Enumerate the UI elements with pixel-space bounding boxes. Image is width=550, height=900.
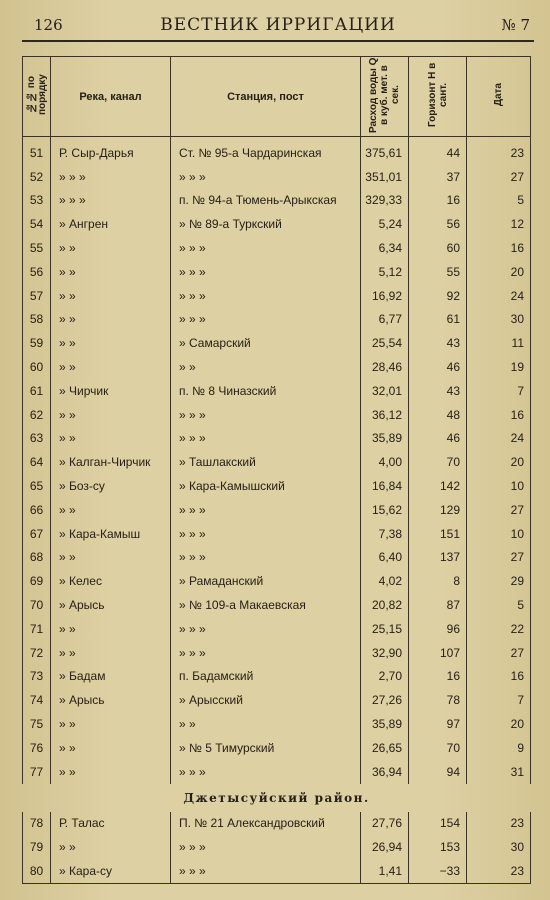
discharge-cell: 4,02 [361,569,409,593]
row-number: 70 [23,593,51,617]
date-cell: 16 [467,403,531,427]
level-cell: 43 [409,331,467,355]
station-cell: п. № 8 Чиназский [171,379,361,403]
discharge-cell: 329,33 [361,189,409,213]
level-cell: 16 [409,665,467,689]
level-cell: 87 [409,593,467,617]
table-row [23,522,531,546]
date-cell: 5 [467,593,531,617]
station-cell: » № 89-а Туркский [171,212,361,236]
date-cell: 12 [467,212,531,236]
discharge-cell: 25,54 [361,331,409,355]
table-header-row [23,57,531,137]
date-cell: 20 [467,260,531,284]
station-cell: » » » [171,403,361,427]
discharge-cell: 26,65 [361,736,409,760]
station-cell: п. № 94-а Тюмень-Арыкская [171,189,361,213]
region-heading: Джетысуйский район. [183,790,370,805]
river-cell: » Ангрен [51,212,171,236]
river-cell: » » [51,760,171,784]
river-cell: » » [51,260,171,284]
date-cell: 23 [467,137,531,165]
discharge-cell: 27,76 [361,812,409,836]
level-cell: 94 [409,760,467,784]
issue-number: № 7 [501,16,530,34]
river-cell: » » » [51,165,171,189]
row-number: 75 [23,712,51,736]
table-row [23,712,531,736]
discharge-cell: 2,70 [361,665,409,689]
discharge-cell: 6,77 [361,308,409,332]
discharge-cell: 35,89 [361,427,409,451]
level-cell: 96 [409,617,467,641]
station-cell: п. Бадамский [171,665,361,689]
row-number: 77 [23,760,51,784]
level-cell: 16 [409,189,467,213]
level-cell: 153 [409,835,467,859]
river-cell: » Арысь [51,593,171,617]
row-number: 68 [23,546,51,570]
river-cell: » Кара-Камыш [51,522,171,546]
station-cell: » Рамаданский [171,569,361,593]
level-cell: 48 [409,403,467,427]
row-number: 62 [23,403,51,427]
level-cell: 61 [409,308,467,332]
row-number: 52 [23,165,51,189]
col-header-discharge: Расход воды Q в куб. мет. в сек. [361,57,409,137]
table-row [23,688,531,712]
river-cell: » Боз-су [51,474,171,498]
date-cell: 11 [467,331,531,355]
date-cell: 5 [467,189,531,213]
row-number: 59 [23,331,51,355]
table-row [23,641,531,665]
river-cell: » » [51,427,171,451]
station-cell: » » » [171,236,361,260]
row-number: 51 [23,137,51,165]
discharge-cell: 25,15 [361,617,409,641]
river-cell: » » [51,712,171,736]
discharge-cell: 16,92 [361,284,409,308]
station-cell: » Арысский [171,688,361,712]
table-row [23,284,531,308]
table-row [23,331,531,355]
station-cell: П. № 21 Александровский [171,812,361,836]
table-row [23,212,531,236]
table-row [23,137,531,165]
table-row [23,665,531,689]
col-header-date: Дата [467,57,531,137]
level-cell: 129 [409,498,467,522]
level-cell: 70 [409,736,467,760]
discharge-cell: 32,90 [361,641,409,665]
row-number: 64 [23,450,51,474]
discharge-cell: 36,94 [361,760,409,784]
discharge-cell: 375,61 [361,137,409,165]
level-cell: 107 [409,641,467,665]
row-number: 61 [23,379,51,403]
hydrology-table [22,56,531,884]
region-heading-row [23,784,531,812]
col-header-river: Река, канал [51,57,171,137]
date-cell: 24 [467,284,531,308]
station-cell: » № 109-а Макаевская [171,593,361,617]
date-cell: 23 [467,812,531,836]
col-header-num: №№ по порядку [23,57,51,137]
date-cell: 7 [467,379,531,403]
date-cell: 27 [467,641,531,665]
discharge-cell: 15,62 [361,498,409,522]
level-cell: 56 [409,212,467,236]
river-cell: » » [51,617,171,641]
row-number: 53 [23,189,51,213]
table-row [23,236,531,260]
date-cell: 29 [467,569,531,593]
table-row [23,498,531,522]
level-cell: 8 [409,569,467,593]
table-row [23,835,531,859]
table-row [23,450,531,474]
river-cell: » » [51,284,171,308]
station-cell: » » [171,712,361,736]
discharge-cell: 28,46 [361,355,409,379]
row-number: 73 [23,665,51,689]
date-cell: 20 [467,712,531,736]
level-cell: 97 [409,712,467,736]
level-cell: −33 [409,859,467,883]
row-number: 71 [23,617,51,641]
date-cell: 31 [467,760,531,784]
level-cell: 92 [409,284,467,308]
discharge-cell: 4,00 [361,450,409,474]
journal-title: ВЕСТНИК ИРРИГАЦИИ [160,15,396,35]
station-cell: » » » [171,641,361,665]
level-cell: 46 [409,355,467,379]
date-cell: 9 [467,736,531,760]
level-cell: 154 [409,812,467,836]
river-cell: » » » [51,189,171,213]
discharge-cell: 7,38 [361,522,409,546]
discharge-cell: 36,12 [361,403,409,427]
level-cell: 151 [409,522,467,546]
discharge-cell: 6,40 [361,546,409,570]
river-cell: » Арысь [51,688,171,712]
discharge-cell: 32,01 [361,379,409,403]
date-cell: 24 [467,427,531,451]
table-row [23,474,531,498]
date-cell: 20 [467,450,531,474]
table-body [23,137,531,884]
row-number: 54 [23,212,51,236]
table-row [23,593,531,617]
row-number: 56 [23,260,51,284]
row-number: 66 [23,498,51,522]
river-cell: » » [51,308,171,332]
table-row [23,427,531,451]
station-cell: » » » [171,835,361,859]
date-cell: 27 [467,546,531,570]
date-cell: 27 [467,165,531,189]
row-number: 69 [23,569,51,593]
row-number: 58 [23,308,51,332]
date-cell: 30 [467,308,531,332]
date-cell: 16 [467,665,531,689]
date-cell: 27 [467,498,531,522]
date-cell: 10 [467,474,531,498]
date-cell: 22 [467,617,531,641]
station-cell: » » » [171,260,361,284]
level-cell: 37 [409,165,467,189]
station-cell: » » » [171,760,361,784]
discharge-cell: 16,84 [361,474,409,498]
table-row [23,403,531,427]
col-header-station: Станция, пост [171,57,361,137]
date-cell: 16 [467,236,531,260]
page-number: 126 [34,16,63,34]
level-cell: 43 [409,379,467,403]
row-number: 63 [23,427,51,451]
level-cell: 46 [409,427,467,451]
discharge-cell: 1,41 [361,859,409,883]
river-cell: » Келес [51,569,171,593]
row-number: 65 [23,474,51,498]
level-cell: 60 [409,236,467,260]
station-cell: » № 5 Тимурский [171,736,361,760]
river-cell: » » [51,355,171,379]
table-row [23,308,531,332]
station-cell: » » [171,355,361,379]
river-cell: » » [51,236,171,260]
table-row [23,260,531,284]
river-cell: » » [51,331,171,355]
level-cell: 142 [409,474,467,498]
river-cell: » Бадам [51,665,171,689]
discharge-cell: 6,34 [361,236,409,260]
station-cell: » » » [171,546,361,570]
station-cell: » Самарский [171,331,361,355]
row-number: 74 [23,688,51,712]
river-cell: » » [51,835,171,859]
station-cell: » Ташлакский [171,450,361,474]
row-number: 67 [23,522,51,546]
station-cell: Ст. № 95-а Чардаринская [171,137,361,165]
table-row [23,165,531,189]
date-cell: 23 [467,859,531,883]
table-row [23,859,531,883]
row-number: 60 [23,355,51,379]
discharge-cell: 5,12 [361,260,409,284]
table-row [23,760,531,784]
station-cell: » » » [171,165,361,189]
table-row [23,189,531,213]
station-cell: » » » [171,498,361,522]
level-cell: 70 [409,450,467,474]
river-cell: » Чирчик [51,379,171,403]
table-row [23,379,531,403]
level-cell: 137 [409,546,467,570]
row-number: 78 [23,812,51,836]
station-cell: » Кара-Камышский [171,474,361,498]
date-cell: 10 [467,522,531,546]
discharge-cell: 27,26 [361,688,409,712]
station-cell: » » » [171,308,361,332]
station-cell: » » » [171,522,361,546]
level-cell: 78 [409,688,467,712]
level-cell: 44 [409,137,467,165]
river-cell: Р. Сыр-Дарья [51,137,171,165]
river-cell: » » [51,403,171,427]
page-header [22,14,534,42]
discharge-cell: 26,94 [361,835,409,859]
discharge-cell: 35,89 [361,712,409,736]
river-cell: » » [51,546,171,570]
row-number: 79 [23,835,51,859]
river-cell: Р. Талас [51,812,171,836]
table-row [23,812,531,836]
river-cell: » » [51,498,171,522]
discharge-cell: 351,01 [361,165,409,189]
row-number: 80 [23,859,51,883]
level-cell: 55 [409,260,467,284]
station-cell: » » » [171,427,361,451]
row-number: 72 [23,641,51,665]
discharge-cell: 5,24 [361,212,409,236]
row-number: 55 [23,236,51,260]
river-cell: » » [51,736,171,760]
table-row [23,569,531,593]
row-number: 57 [23,284,51,308]
table-row [23,736,531,760]
river-cell: » Калган-Чирчик [51,450,171,474]
row-number: 76 [23,736,51,760]
col-header-level: Горизонт H в сант. [409,57,467,137]
river-cell: » Кара-су [51,859,171,883]
discharge-cell: 20,82 [361,593,409,617]
table-row [23,546,531,570]
station-cell: » » » [171,859,361,883]
station-cell: » » » [171,284,361,308]
table-row [23,617,531,641]
date-cell: 30 [467,835,531,859]
station-cell: » » » [171,617,361,641]
river-cell: » » [51,641,171,665]
table-row [23,355,531,379]
date-cell: 19 [467,355,531,379]
date-cell: 7 [467,688,531,712]
